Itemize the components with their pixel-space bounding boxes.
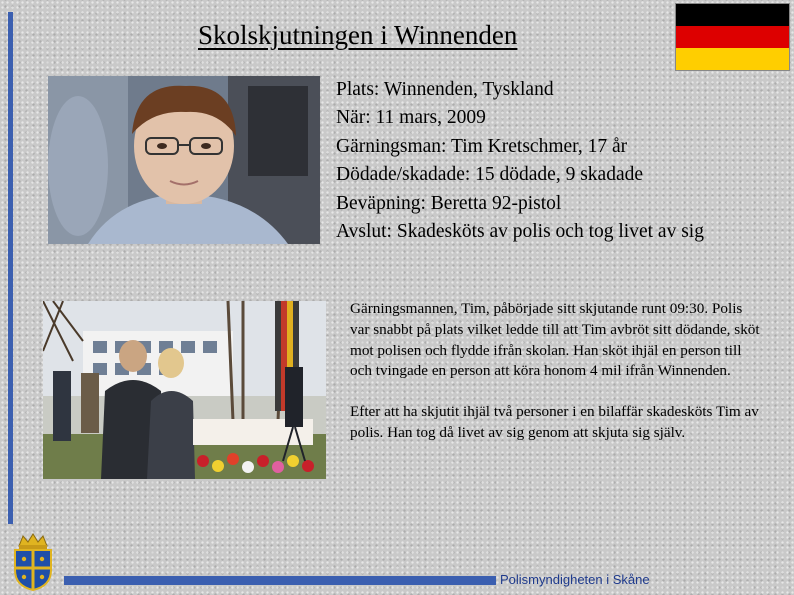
memorial-scene-photo [43,301,326,479]
footer-accent-bar [64,576,496,585]
footer-organization-label: Polismyndigheten i Skåne [500,572,650,587]
fact-casualties: Dödade/skadade: 15 dödade, 9 skadade [336,164,644,186]
left-accent-bar [8,12,13,524]
fact-list [336,76,704,246]
description-paragraph-2: Efter att ha skjutit ihjäl två personer i en bilaffär skadesköts Tim av polis. Han tog då livet av sig genom att skjuta sig själv. [350,403,759,441]
description-paragraph-1: Gärningsmannen, Tim, påbörjade sitt skjutande runt 09:30. Polis var snabbt på plats vilket ledde till att Tim avbröt sitt dödande, sköt mot polisen och flydde ifrån skolan. Han sköt ihjäl en person till och tvingade en person att köra honom 4 mil ifrån Winnenden. [350,300,760,380]
fact-date: När: 11 mars, 2009 [336,107,486,129]
fact-weapon: Beväpning: Beretta 92-pistol [336,192,562,214]
flag-stripe-red [676,26,789,48]
flag-stripe-gold [676,48,789,70]
page-title: Skolskjutningen i Winnenden [198,20,518,50]
fact-ending: Avslut: Skadesköts av polis och tog livet av sig [336,221,704,243]
police-emblem-icon [9,532,57,592]
event-description [350,299,760,464]
flag-stripe-black [676,4,789,26]
fact-perpetrator: Gärningsman: Tim Kretschmer, 17 år [336,135,628,157]
fact-location: Plats: Winnenden, Tyskland [336,79,554,100]
german-flag-icon [675,3,790,71]
perpetrator-portrait-photo [48,76,320,244]
